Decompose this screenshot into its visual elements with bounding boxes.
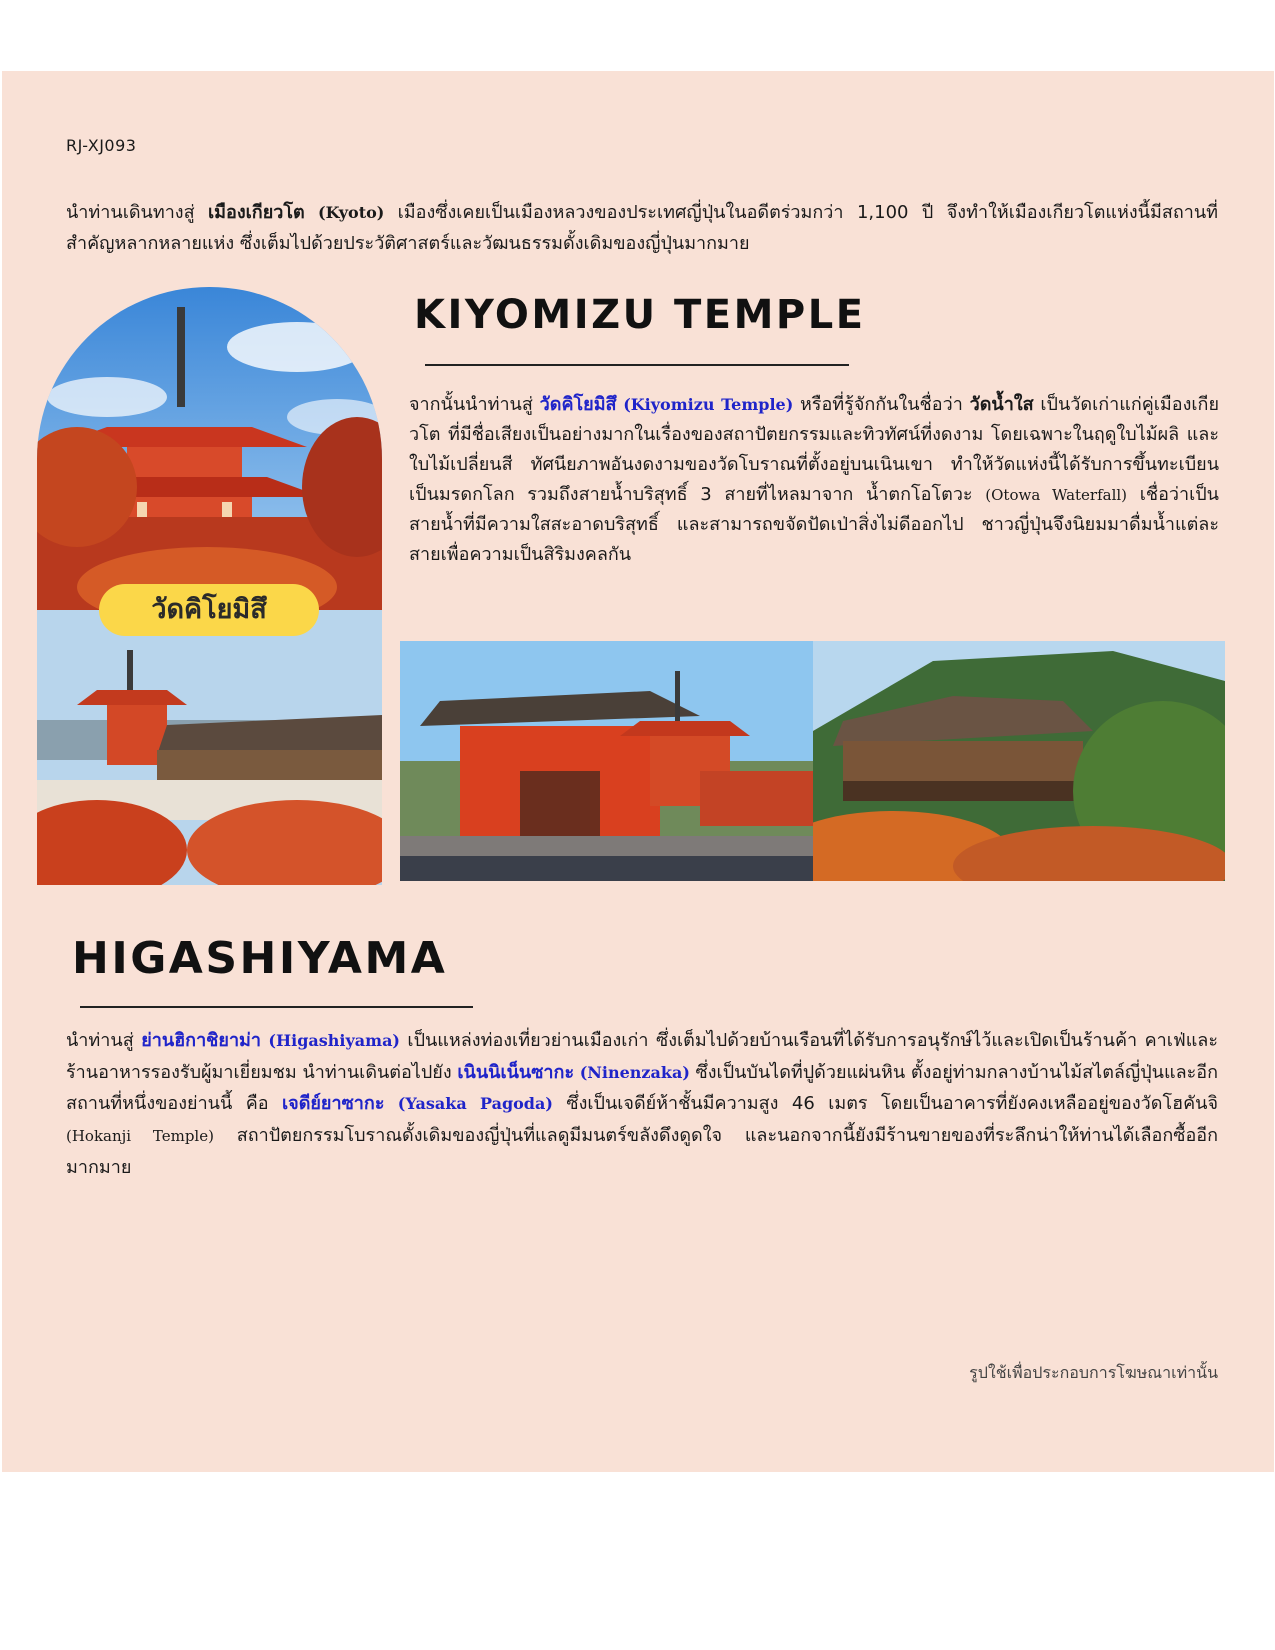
- tour-code: RJ-XJ093: [66, 136, 137, 155]
- kiyomizu-badge: วัดคิโยมิสึ: [99, 584, 319, 636]
- kiyomizu-title-rule: [425, 364, 849, 366]
- niomon-gate-photo: [400, 641, 813, 881]
- disclaimer-caption: รูปใช้เพื่อประกอบการโฆษณาเท่านั้น: [969, 1363, 1218, 1382]
- main-hall-photo: [813, 641, 1225, 881]
- kyoto-bold: เมืองเกียวโต: [208, 202, 305, 223]
- pagoda-photo: [37, 287, 382, 610]
- higashiyama-title-rule: [80, 1006, 473, 1008]
- higashiyama-paragraph: นำท่านสู่ ย่านฮิกาชิยาม่า (Higashiyama) เป็นแหล่งท่องเที่ยวย่านเมืองเก่า ซึ่งเต็มไปด้วยบ้านเรือนที่ได้รับการอนุรักษ์ไว้และเปิดเป็นร้านค้า คาเฟ่และร้านอาหารรองรับผู้มาเยี่ยมชม นำท่านเดินต่อไปยัง เนินนิเน็นซากะ (Ninenzaka) ซึ่งเป็นบันไดที่ปูด้วยแผ่นหิน ตั้งอยู่ท่ามกลางบ้านไม้สไตล์ญี่ปุ่นและอีกสถานที่หนึ่งของย่านนี้ คือ เจดีย์ยาซากะ (Yasaka Pagoda) ซึ่งเป็นเจดีย์ห้าชั้นมีความสูง 46 เมตร โดยเป็นอาคารที่ยังคงเหลืออยู่ของวัดโฮคันจิ (Hokanji Temple) สถาปัตยกรรมโบราณดั้งเดิมของญี่ปุ่นที่แลดูมีมนตร์ขลังดึงดูดใจ และนอกจากนี้ยังมีร้านขายของที่ระลึกน่าให้ท่านได้เลือกซื้ออีกมากมาย: [66, 1030, 1219, 1178]
- intro-paragraph: นำท่านเดินทางสู่ เมืองเกียวโต (Kyoto) เมืองซึ่งเคยเป็นเมืองหลวงของประเทศญี่ปุ่นในอดีตร่วมกว่า 1,100 ปี จึงทำให้เมืองเกียวโตแห่งนี้มีสถานที่สำคัญหลากหลายแห่ง ซึ่งเต็มไปด้วยประวัติศาสตร์และวัฒนธรรมดั้งเดิมของญี่ปุ่นมากมาย: [66, 202, 1218, 254]
- higashiyama-title: HIGASHIYAMA: [72, 933, 448, 984]
- temple-complex-photo: [37, 610, 382, 885]
- kiyomizu-title: KIYOMIZU TEMPLE: [414, 292, 866, 338]
- kiyomizu-paragraph: จากนั้นนำท่านสู่ วัดคิโยมิสึ (Kiyomizu Temple) หรือที่รู้จักกันในชื่อว่า วัดน้ำใส เป็นวัดเก่าแก่คู่เมืองเกียวโต ที่มีชื่อเสียงเป็นอย่างมากในเรื่องของสถาปัตยกรรมและทิวทัศน์ที่งดงาม โดยเฉพาะในฤดูใบไม้ผลิ และใบไม้เปลี่ยนสี ทัศนียภาพอันงดงามของวัดโบราณที่ตั้งอยู่บนเนินเขา ทำให้วัดแห่งนี้ได้รับการขึ้นทะเบียนเป็นมรดกโลก รวมถึงสายน้ำบริสุทธิ์ 3 สายที่ไหลมาจาก น้ำตกโอโตวะ (Otowa Waterfall) เชื่อว่าเป็นสายน้ำที่มีความใสสะอาดบริสุทธิ์ และสามารถขจัดปัดเป่าสิ่งไม่ดีออกไป ชาวญี่ปุ่นจึงนิยมมาดื่มน้ำแต่ละสายเพื่อความเป็นสิริมงคลกัน: [409, 394, 1219, 565]
